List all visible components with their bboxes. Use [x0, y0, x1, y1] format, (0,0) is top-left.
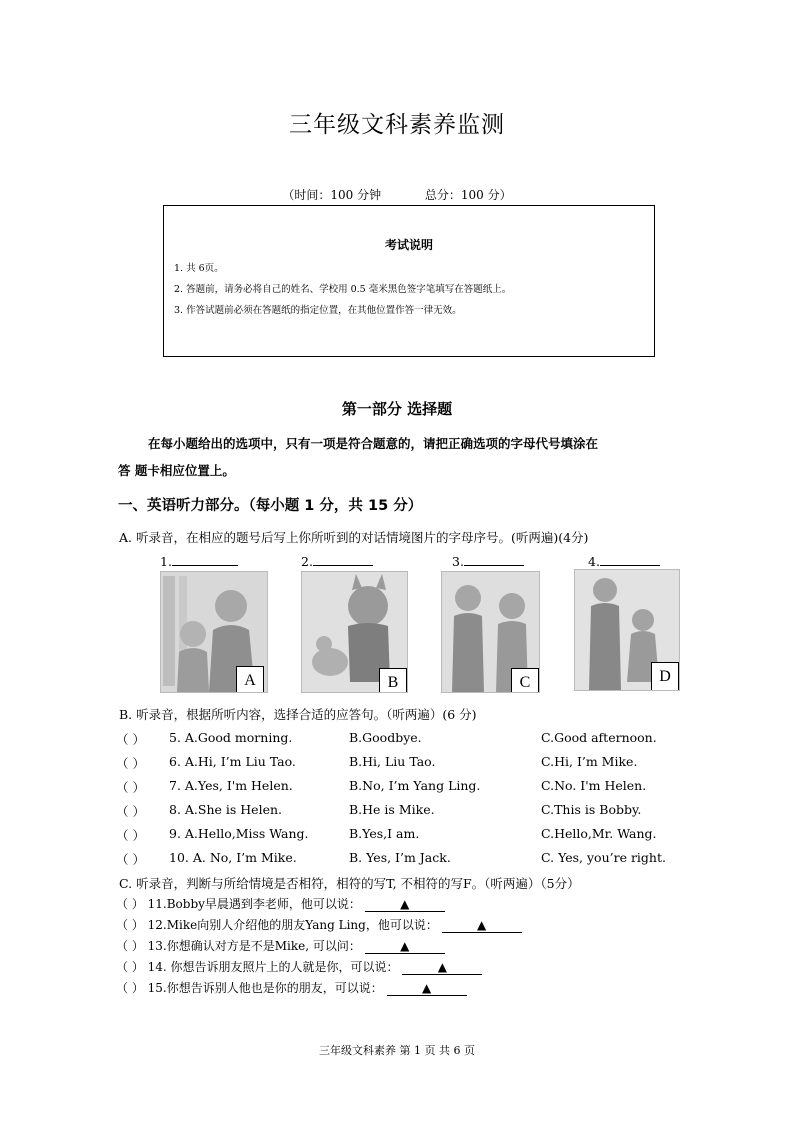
- judge-row: [116, 895, 445, 912]
- question-row: [116, 754, 676, 772]
- answer-blank-1: [160, 551, 238, 569]
- option-c: C.This is Bobby.: [541, 802, 642, 817]
- question-row: [116, 802, 676, 820]
- triangle-marker-icon: ▲: [421, 981, 432, 995]
- option-b: B.Yes,I am.: [349, 826, 420, 841]
- judge-text: 11.Bobby早晨遇到李老师，他可以说：: [147, 897, 361, 911]
- page-title: 三年级文科素养监测: [289, 112, 505, 138]
- part1-title: 第一部分 选择题: [341, 400, 453, 418]
- notice-line: 2. 答题前，请务必将自己的姓名、学校用 0.5 毫米黑色签字笔填写在答题纸上。: [174, 284, 512, 295]
- judge-row: [116, 937, 445, 954]
- answer-blank: [365, 897, 445, 912]
- part1-instruction: 在每小题给出的选项中，只有一项是符合题意的，请把正确选项的字母代号填涂在: [148, 436, 599, 451]
- judge-text: 14. 你想告诉朋友照片上的人就是你，可以说：: [147, 960, 399, 974]
- option-b: B.He is Mike.: [349, 802, 435, 817]
- exam-info: [0, 186, 794, 203]
- option-a: 7. A.Yes, I'm Helen.: [169, 778, 293, 793]
- option-a: 5. A.Good morning.: [169, 730, 293, 745]
- question-row: [116, 730, 676, 748]
- blank-line: [464, 551, 524, 566]
- blank-number: 3.: [452, 554, 464, 569]
- answer-paren[interactable]: （ ）: [116, 756, 145, 771]
- option-c: C. Yes, you’re right.: [541, 850, 666, 865]
- answer-paren[interactable]: （ ）: [116, 804, 145, 819]
- answer-blank: [365, 939, 445, 954]
- blank-number: 1.: [160, 554, 172, 569]
- exam-score: 总分：100 分）: [424, 188, 512, 202]
- answer-paren[interactable]: （ ）: [116, 897, 144, 911]
- section1-title: 一、英语听力部分。（每小题 1 分，共 15 分）: [118, 498, 423, 514]
- option-b: B.Hi, Liu Tao.: [349, 754, 436, 769]
- option-c: C.No. I'm Helen.: [541, 778, 647, 793]
- option-c: C.Hi, I’m Mike.: [541, 754, 638, 769]
- exam-time: （时间：100 分钟: [282, 188, 382, 202]
- option-a: 6. A.Hi, I’m Liu Tao.: [169, 754, 296, 769]
- judge-text: 12.Mike向别人介绍他的朋友Yang Ling，他可以说：: [147, 918, 438, 932]
- answer-paren[interactable]: （ ）: [116, 780, 145, 795]
- answer-blank: [442, 918, 522, 933]
- option-c: C.Good afternoon.: [541, 730, 657, 745]
- question-row: [116, 850, 676, 868]
- answer-paren[interactable]: （ ）: [116, 828, 145, 843]
- triangle-marker-icon: ▲: [437, 960, 447, 974]
- option-b: B. Yes, I’m Jack.: [349, 850, 451, 865]
- blank-line: [172, 551, 238, 566]
- answer-paren[interactable]: （ ）: [116, 732, 145, 747]
- notice-line: 3. 作答试题前必须在答题纸的指定位置，在其他位置作答一律无效。: [174, 305, 462, 316]
- option-b: B.No, I’m Yang Ling.: [349, 778, 481, 793]
- answer-paren[interactable]: （ ）: [116, 981, 144, 995]
- answer-blank: [387, 981, 467, 996]
- notice-box: [163, 205, 655, 357]
- page-footer: 三年级文科素养 第 1 页 共 6 页: [319, 1044, 475, 1057]
- question-row: [116, 826, 676, 844]
- sectionC-instruction: C. 听录音，判断与所给情境是否相符，相符的写T, 不相符的写F。（听两遍）（5分）: [119, 876, 580, 891]
- answer-blank-2: [301, 551, 373, 569]
- blank-line: [313, 551, 373, 566]
- judge-row: [116, 958, 482, 975]
- question-row: [116, 778, 676, 796]
- picture-letter: C: [511, 668, 539, 693]
- answer-blank-4: [588, 551, 660, 569]
- triangle-marker-icon: ▲: [400, 939, 410, 953]
- judge-text: 15.你想告诉别人他也是你的朋友，可以说：: [147, 981, 383, 995]
- answer-paren[interactable]: （ ）: [116, 960, 144, 974]
- option-c: C.Hello,Mr. Wang.: [541, 826, 657, 841]
- option-a: 9. A.Hello,Miss Wang.: [169, 826, 309, 841]
- picture-letter: D: [651, 662, 679, 691]
- answer-blank: [402, 960, 482, 975]
- triangle-marker-icon: ▲: [400, 897, 410, 911]
- boy-and-girl-waving-picture: [441, 571, 540, 693]
- picture-letter: B: [379, 668, 407, 693]
- option-a: 10. A. No, I’m Mike.: [169, 850, 297, 865]
- notice-heading: 考试说明: [384, 238, 433, 252]
- judge-row: [116, 979, 467, 996]
- sectionA-instruction: A. 听录音，在相应的题号后写上你所听到的对话情境图片的字母序号。(听两遍)(4分): [119, 530, 589, 545]
- blank-number: 4.: [588, 554, 600, 569]
- notice-line: 1. 共 6页。: [174, 263, 224, 274]
- part1-instruction-cont: 答 题卡相应位置上。: [118, 463, 235, 478]
- judge-row: [116, 916, 522, 933]
- sectionB-instruction: B. 听录音，根据所听内容，选择合适的应答句。（听两遍）(6 分): [119, 707, 477, 722]
- answer-paren[interactable]: （ ）: [116, 918, 144, 932]
- judge-text: 13.你想确认对方是不是Mike, 可以问：: [147, 939, 361, 953]
- answer-paren[interactable]: （ ）: [116, 852, 145, 867]
- blank-number: 2.: [301, 554, 313, 569]
- answer-blank-3: [452, 551, 524, 569]
- picture-letter: A: [236, 666, 264, 693]
- option-a: 8. A.She is Helen.: [169, 802, 282, 817]
- man-and-girl-picture: [574, 569, 680, 691]
- option-b: B.Goodbye.: [349, 730, 422, 745]
- teacher-and-boy-picture: [160, 571, 268, 693]
- answer-paren[interactable]: （ ）: [116, 939, 144, 953]
- triangle-marker-icon: ▲: [477, 918, 487, 932]
- blank-line: [600, 551, 660, 566]
- cat-and-mouse-picture: [301, 571, 408, 693]
